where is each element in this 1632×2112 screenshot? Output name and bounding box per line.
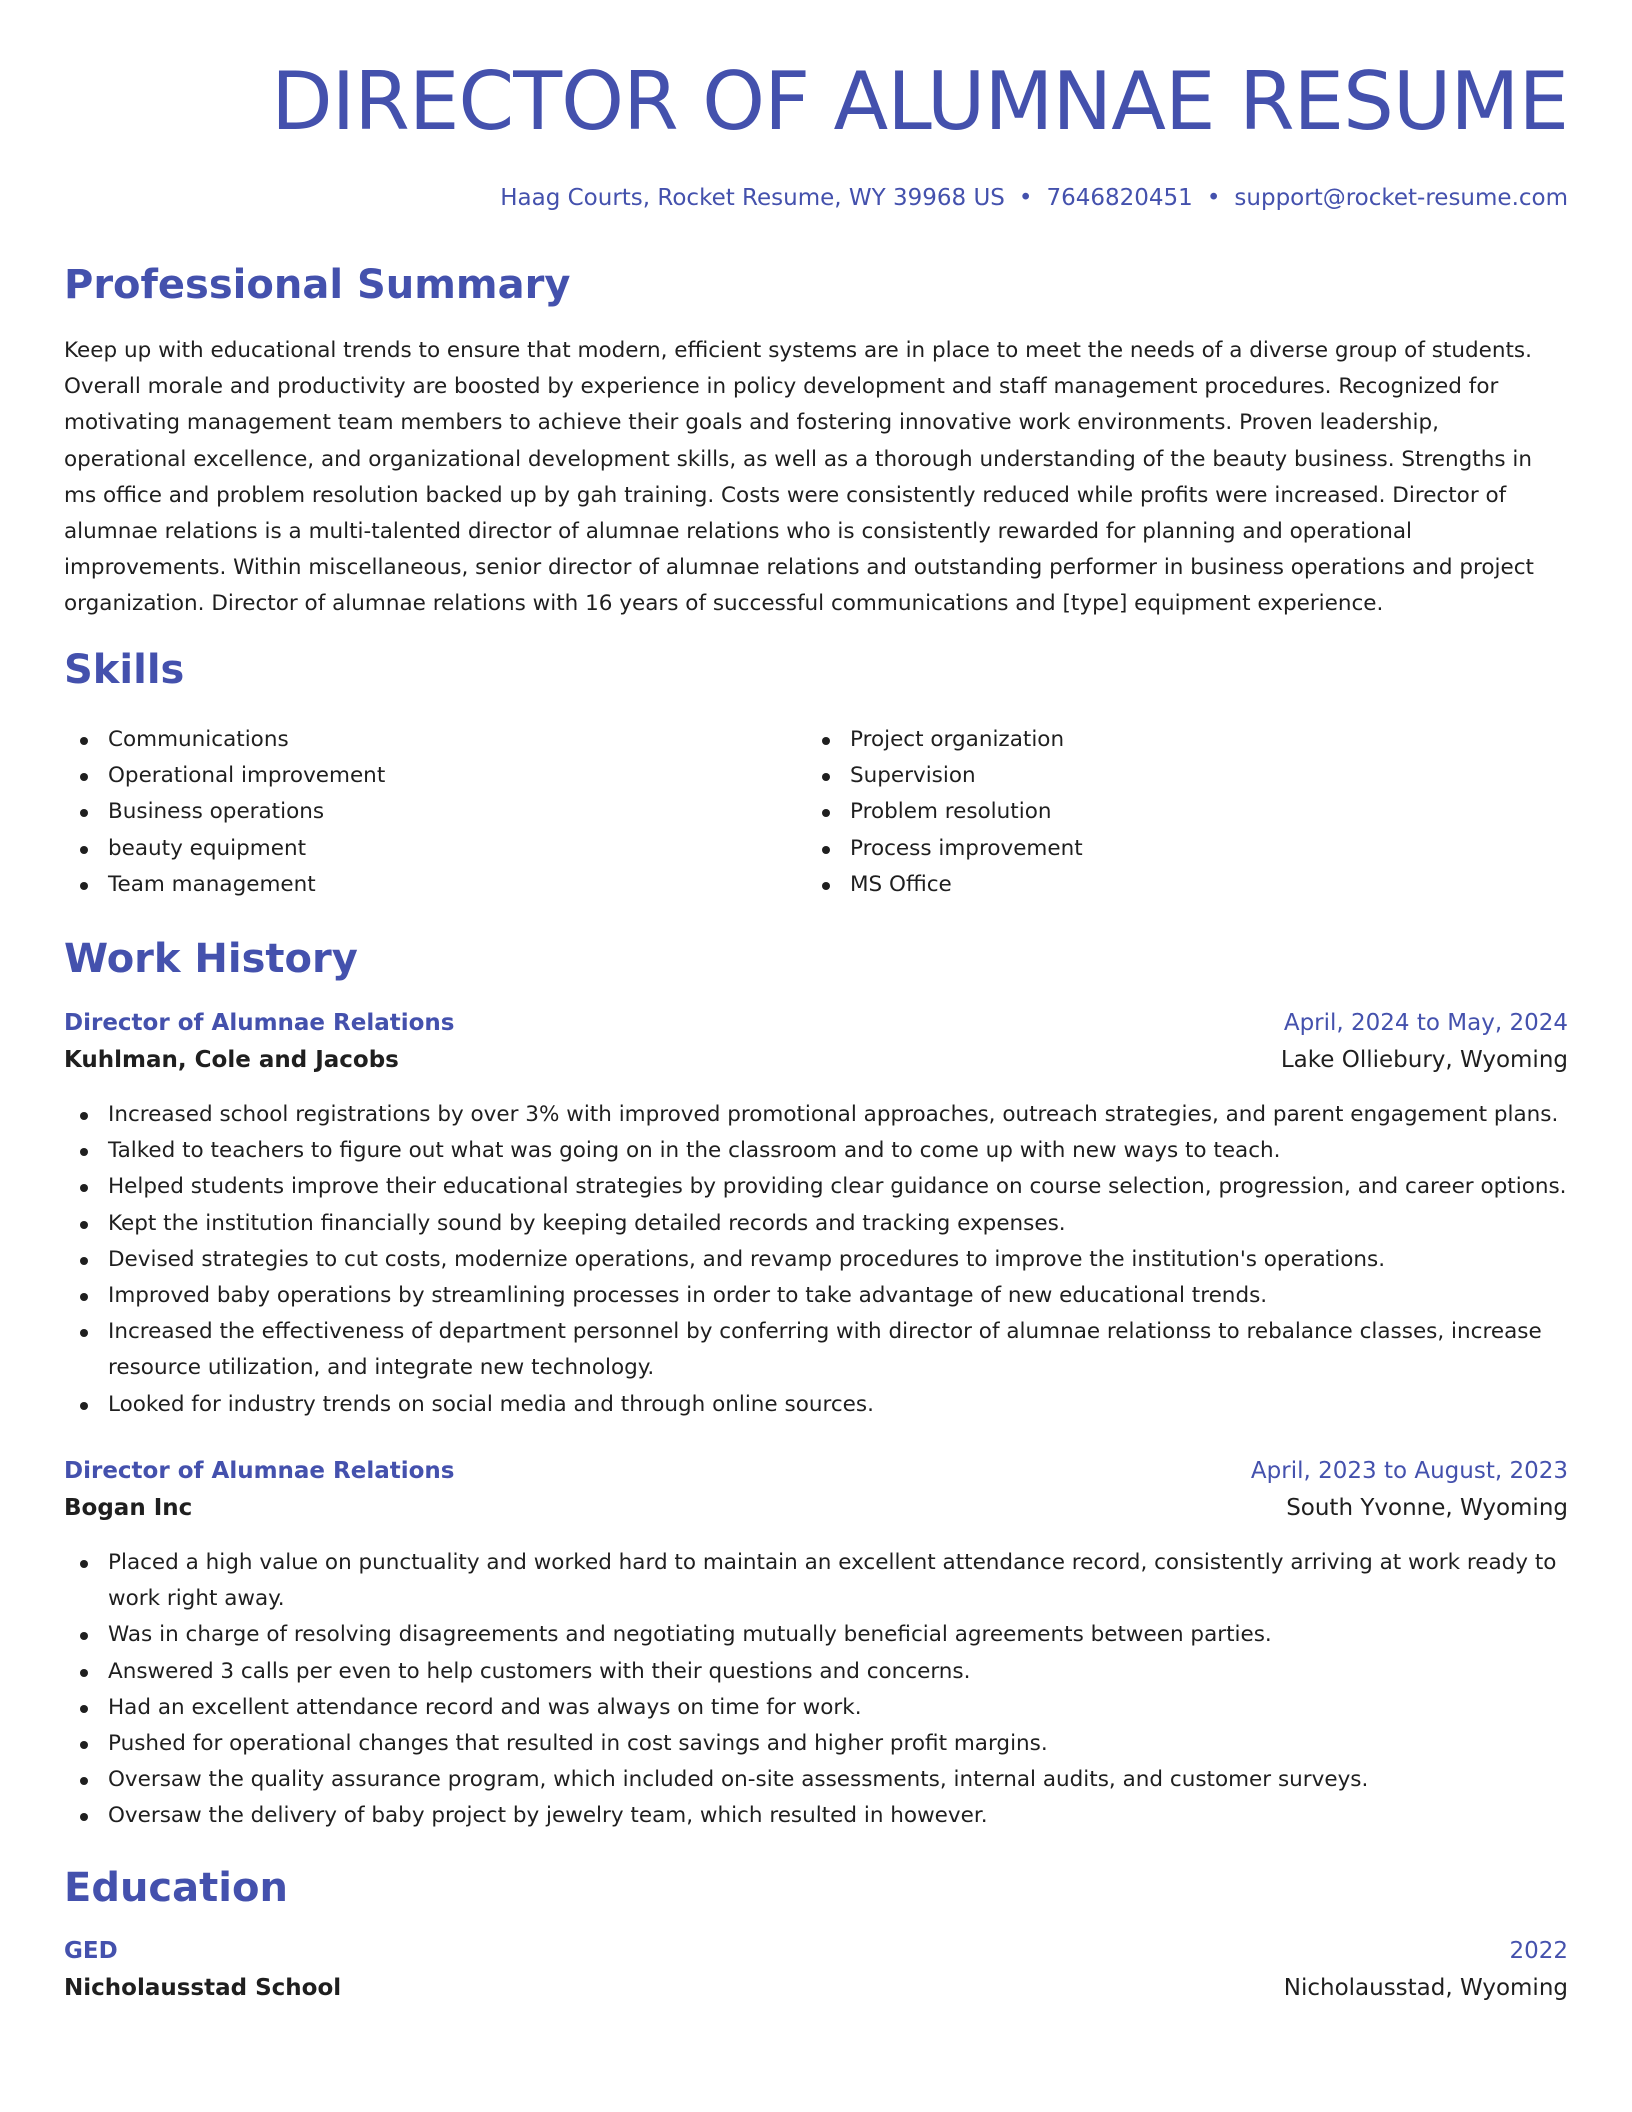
job-employer: [64, 1042, 1568, 1078]
skill-item: Process improvement: [806, 831, 1506, 867]
job-title: Director of Alumnae Relations: [64, 1458, 455, 1484]
job-bullet: Kept the institution financially sound by keeping detailed records and tracking expenses.: [64, 1206, 1568, 1242]
job-bullet: Pushed for operational changes that resulted in cost savings and higher profit margins.: [64, 1726, 1568, 1762]
job-employer: [64, 1490, 1568, 1526]
work-history-heading: Work History: [64, 936, 358, 982]
skill-item: Problem resolution: [806, 794, 1506, 830]
education-header: [64, 1933, 1568, 1969]
job-bullets: [64, 1097, 1568, 1423]
skill-item: Communications: [64, 722, 764, 758]
education-heading: Education: [64, 1865, 288, 1911]
job-bullet: Had an excellent attendance record and was always on time for work.: [64, 1690, 1568, 1726]
job-bullet: Looked for industry trends on social media and through online sources.: [64, 1387, 1568, 1423]
job-bullet: Placed a high value on punctuality and worked hard to maintain an excellent attendance record, consistently arriving at work ready to work right away.: [64, 1545, 1568, 1617]
job-dates: April, 2023 to August, 2023: [1250, 1458, 1568, 1484]
job-company: Bogan Inc: [64, 1495, 193, 1521]
job-bullet: Oversaw the delivery of baby project by jewelry team, which resulted in however.: [64, 1798, 1568, 1834]
skill-item: Operational improvement: [64, 758, 764, 794]
job-bullet: Oversaw the quality assurance program, which included on-site assessments, internal audits, and customer surveys.: [64, 1762, 1568, 1798]
job-bullet: Talked to teachers to figure out what was going on in the classroom and to come up with new ways to teach.: [64, 1133, 1568, 1169]
job-header: [64, 1453, 1568, 1489]
contact-phone: 7646820451: [1046, 185, 1193, 211]
contact-address: Haag Courts, Rocket Resume, WY 39968 US: [500, 185, 1005, 211]
contact-separator: •: [1018, 185, 1033, 211]
job-location: South Yvonne, Wyoming: [1286, 1495, 1568, 1521]
education-year: 2022: [1509, 1938, 1568, 1964]
job-company: Kuhlman, Cole and Jacobs: [64, 1047, 399, 1073]
skills-list-right: [806, 722, 1506, 903]
job-bullet: Improved baby operations by streamlining processes in order to take advantage of new educational trends.: [64, 1278, 1568, 1314]
contact-email[interactable]: support@rocket-resume.com: [1234, 185, 1568, 211]
job-dates: April, 2024 to May, 2024: [1283, 1010, 1568, 1036]
skill-item: MS Office: [806, 867, 1506, 903]
job-header: [64, 1005, 1568, 1041]
job-bullet: Devised strategies to cut costs, modernize operations, and revamp procedures to improve the institution's operations.: [64, 1242, 1568, 1278]
skill-item: Project organization: [806, 722, 1506, 758]
skills-list-left: [64, 722, 764, 903]
job-bullet: Increased the effectiveness of department personnel by conferring with director of alumnae relationss to rebalance classes, increase resource utilization, and integrate new technology.: [64, 1314, 1568, 1386]
education-school: Nicholausstad School: [64, 1975, 342, 2001]
skill-item: beauty equipment: [64, 831, 764, 867]
contact-line: [500, 181, 1568, 215]
job-bullet: Was in charge of resolving disagreements and negotiating mutually beneficial agreements between parties.: [64, 1617, 1568, 1653]
education-location: Nicholausstad, Wyoming: [1283, 1975, 1568, 2001]
job-bullet: Increased school registrations by over 3% with improved promotional approaches, outreach strategies, and parent engagement plans.: [64, 1097, 1568, 1133]
summary-heading: Professional Summary: [64, 262, 571, 308]
contact-separator: •: [1206, 185, 1221, 211]
skill-item: Business operations: [64, 794, 764, 830]
job-bullet: Answered 3 calls per even to help customers with their questions and concerns.: [64, 1654, 1568, 1690]
job-title: Director of Alumnae Relations: [64, 1010, 455, 1036]
job-bullet: Helped students improve their educational strategies by providing clear guidance on course selection, progression, and career options.: [64, 1169, 1568, 1205]
job-location: Lake Olliebury, Wyoming: [1280, 1047, 1568, 1073]
skills-heading: Skills: [64, 647, 185, 693]
skill-item: Supervision: [806, 758, 1506, 794]
job-bullets: [64, 1545, 1568, 1835]
education-degree: GED: [64, 1938, 118, 1964]
skill-item: Team management: [64, 867, 764, 903]
resume-title: DIRECTOR OF ALUMNAE RESUME: [271, 55, 1568, 148]
education-school-row: [64, 1970, 1568, 2006]
summary-text: Keep up with educational trends to ensure that modern, efficient systems are in place to meet the needs of a diverse group of students. Overall morale and productivity are boosted by experience in policy development and staff management procedures. Recognized for motivating management team members to achieve their goals and fostering innovative work environments. Proven leadership, operational excellence, and organizational development skills, as well as a thorough understanding of the beauty business. Strengths in ms office and problem resolution backed up by gah training. Costs were consistently reduced while profits were increased. Director of alumnae relations is a multi-talented director of alumnae relations who is consistently rewarded for planning and operational improvements. Within miscellaneous, senior director of alumnae relations and outstanding performer in business operations and project organization. Director of alumnae relations with 16 years of successful communications and [type] equipment experience.: [64, 338, 1534, 617]
